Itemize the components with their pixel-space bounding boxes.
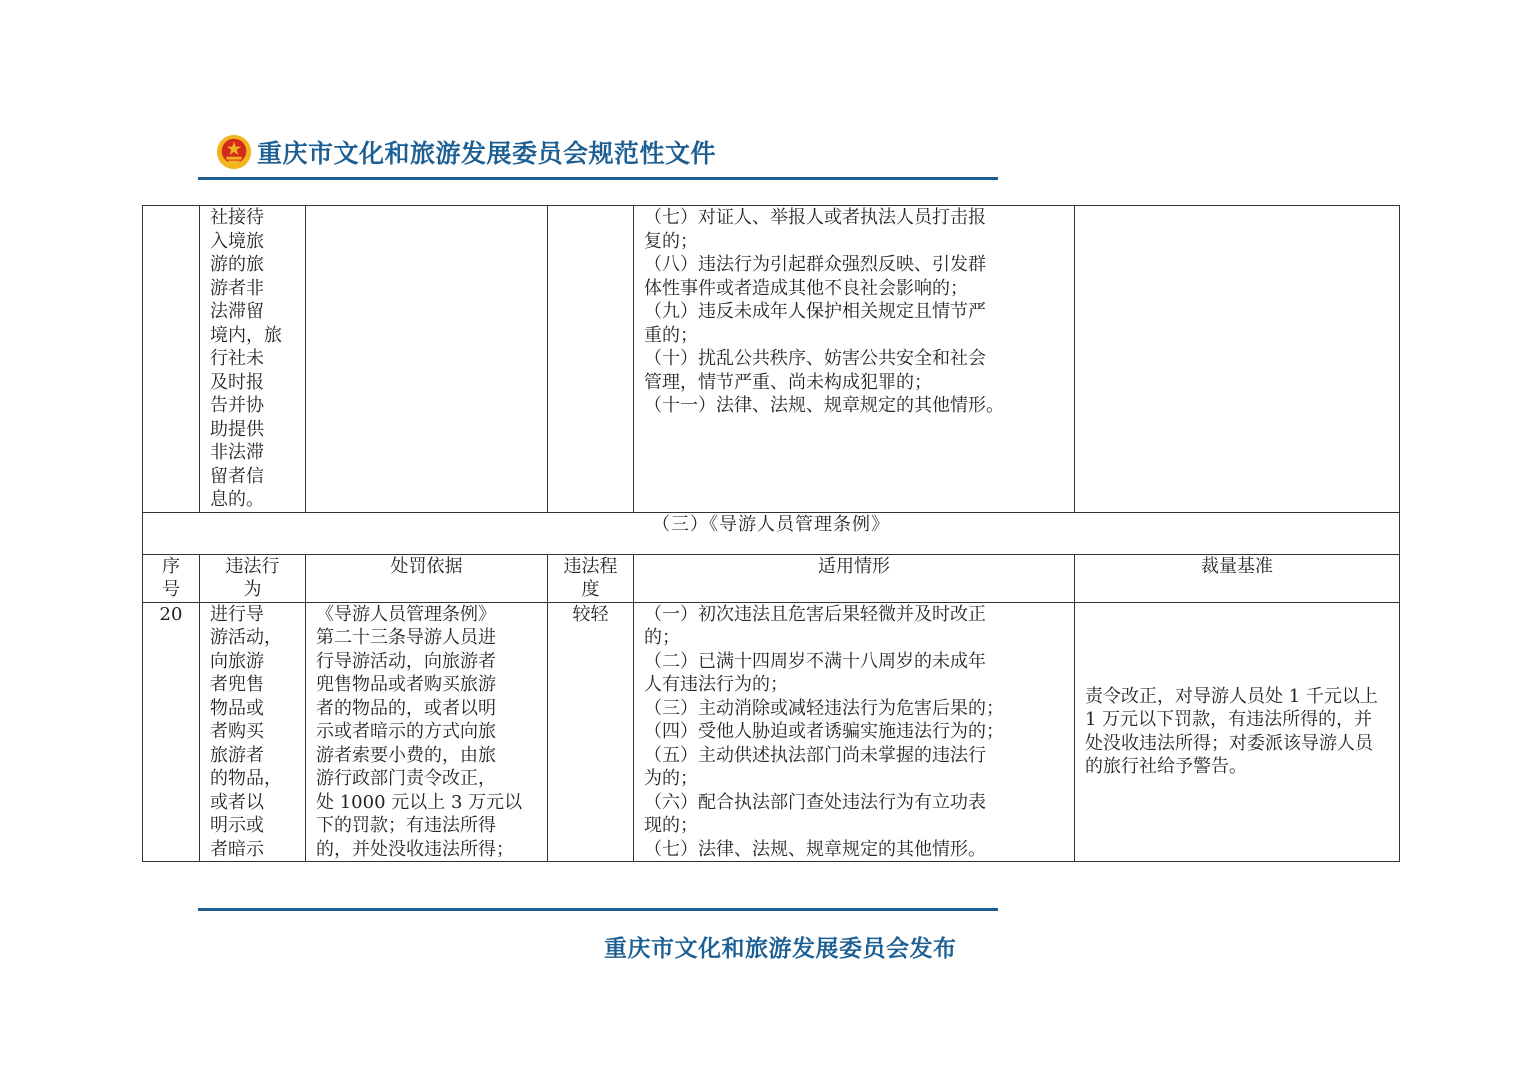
text-line: （一）初次违法且危害后果轻微并及时改正: [644, 603, 986, 625]
header-circumstances: 适用情形: [634, 554, 1075, 602]
text-line: 者的物品的，或者以明: [316, 697, 496, 719]
text-line: 的，并处没收违法所得；: [316, 838, 514, 860]
continued-degree-cell: [548, 206, 634, 513]
continued-circumstances-cell: [634, 206, 1075, 513]
text-line: 助提供: [210, 418, 264, 440]
text-line: （十）扰乱公共秩序、妨害公共安全和社会: [644, 348, 986, 369]
footer-rule: [198, 908, 998, 911]
text-line: 体性事件或者造成其他不良社会影响的；: [644, 277, 968, 299]
text-line: 境内，旅: [210, 324, 282, 346]
header-basis: 处罚依据: [306, 554, 548, 602]
text-line: 下的罚款；有违法所得: [316, 815, 496, 836]
row-degree: 较轻: [548, 602, 634, 862]
continued-row: [143, 206, 1400, 513]
text-line: （八）违法行为引起群众强烈反映、引发群: [644, 254, 986, 275]
column-header-row: [143, 554, 1400, 602]
text-line: 留者信: [210, 465, 264, 487]
text-line: 向旅游: [210, 650, 264, 672]
row-circumstances-cell: [634, 602, 1075, 862]
text-line: 游者索要小费的，由旅: [316, 744, 496, 766]
header-standard: 裁量基准: [1075, 554, 1400, 602]
section-row: [143, 512, 1400, 554]
text-line: 为的；: [644, 768, 698, 789]
text-line: 处 1000 元以上 3 万元以: [316, 791, 523, 813]
text-line: （五）主动供述执法部门尚未掌握的违法行: [644, 744, 986, 766]
row-basis-cell: [306, 602, 548, 862]
continued-index-cell: [143, 206, 200, 513]
text-line: 明示或: [210, 815, 264, 836]
text-line: 的；: [644, 627, 680, 648]
section-title: （三）《导游人员管理条例》: [143, 512, 1400, 554]
text-line: 非法滞: [210, 442, 264, 463]
text-line: 者购买: [210, 721, 264, 742]
text-line: 兜售物品或者购买旅游: [316, 674, 496, 695]
text-line: （三）主动消除或减轻违法行为危害后果的；: [644, 697, 1004, 719]
text-line: 法滞留: [210, 301, 264, 322]
text-line: 现的；: [644, 815, 698, 836]
row-standard-cell: [1075, 602, 1400, 862]
text-line: （十一）法律、法规、规章规定的其他情形。: [644, 395, 1004, 416]
text-line: 的物品，: [210, 768, 282, 789]
text-line: 第二十三条导游人员进: [316, 627, 496, 648]
text-line: （四）受他人胁迫或者诱骗实施违法行为的；: [644, 721, 1004, 742]
text-line: 息的。: [210, 489, 264, 510]
text-line: 管理，情节严重、尚未构成犯罪的；: [644, 371, 932, 393]
text-line: 人有违法行为的；: [644, 674, 788, 695]
continued-violation-cell: [200, 206, 306, 513]
discretion-table: [142, 205, 1400, 862]
text-line: （七）法律、法规、规章规定的其他情形。: [644, 838, 986, 860]
text-line: （七）对证人、举报人或者执法人员打击报: [644, 207, 986, 228]
text-line: 行社未: [210, 348, 264, 369]
text-line: 游的旅: [210, 254, 264, 275]
text-line: 违法程: [563, 555, 618, 577]
text-line: （九）违反未成年人保护相关规定且情节严: [644, 301, 986, 322]
text-line: 游活动，: [210, 627, 282, 648]
text-line: 者暗示: [210, 838, 264, 860]
text-line: 及时报: [210, 371, 264, 393]
header-degree: [548, 554, 634, 602]
text-line: 复的；: [644, 230, 698, 252]
text-line: 行导游活动，向旅游者: [316, 650, 496, 672]
header-title: 重庆市文化和旅游发展委员会规范性文件: [257, 139, 717, 168]
text-line: 为: [243, 579, 262, 600]
text-line: 进行导: [210, 603, 264, 625]
text-line: 社接待: [210, 207, 264, 228]
text-line: 度: [581, 579, 600, 600]
national-emblem-icon: [215, 133, 253, 171]
text-line: 者兜售: [210, 674, 264, 695]
text-line: 游行政部门责令改正，: [316, 768, 496, 789]
row-20: [143, 602, 1400, 862]
row-violation-cell: [200, 602, 306, 862]
continued-standard-cell: [1075, 206, 1400, 513]
text-line: 或者以: [210, 791, 264, 813]
text-line: 号: [162, 579, 180, 600]
text-line: （二）已满十四周岁不满十八周岁的未成年: [644, 650, 986, 672]
row-index: 20: [143, 602, 200, 862]
text-line: （六）配合执法部门查处违法行为有立功表: [644, 791, 986, 813]
text-line: 示或者暗示的方式向旅: [316, 721, 496, 742]
text-line: 违法行: [225, 555, 280, 577]
standard-text: 责令改正，对导游人员处 1 千元以上 1 万元以下罚款，有违法所得的，并处没收违法所得；对委派该导游人员的旅行社给予警告。: [1085, 685, 1378, 778]
continued-basis-cell: [306, 206, 548, 513]
text-line: 入境旅: [210, 230, 264, 252]
document-header: [215, 132, 716, 172]
header-rule: [198, 177, 998, 180]
text-line: 旅游者: [210, 744, 264, 766]
text-line: 告并协: [210, 395, 264, 416]
text-line: 《导游人员管理条例》: [316, 603, 496, 625]
text-line: 序: [162, 555, 180, 577]
text-line: 游者非: [210, 277, 264, 299]
footer-publisher: 重庆市文化和旅游发展委员会发布: [604, 936, 957, 962]
text-line: 物品或: [210, 697, 264, 719]
header-violation: [200, 554, 306, 602]
text-line: 重的；: [644, 324, 698, 346]
header-index: [143, 554, 200, 602]
